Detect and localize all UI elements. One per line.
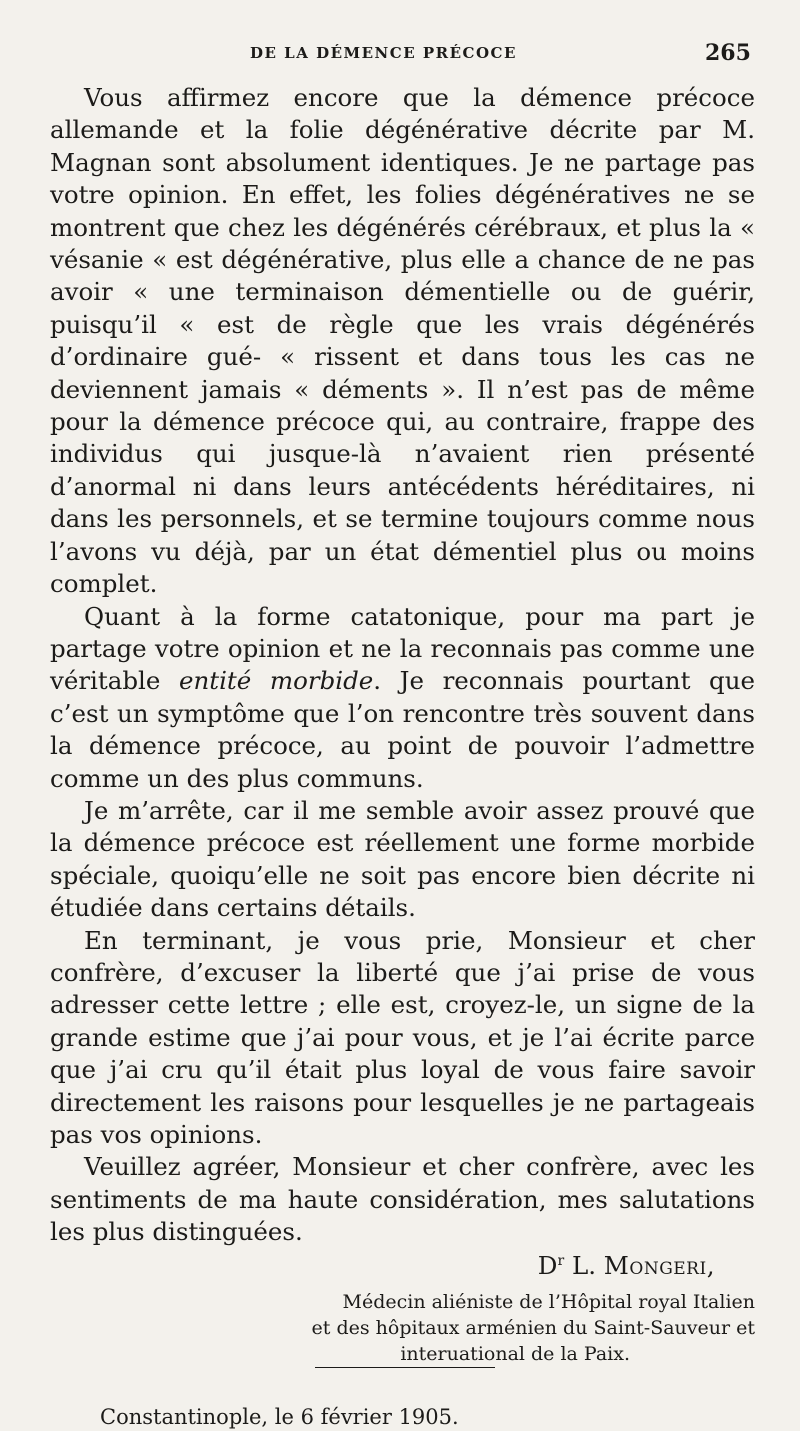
- italic-term: entité morbide: [178, 666, 374, 696]
- place-date: Constantinople, le 6 février 1905.: [100, 1404, 459, 1429]
- signature-name: Mongeri,: [603, 1250, 715, 1280]
- closing-rule: [315, 1367, 495, 1368]
- page-header: [0, 40, 800, 70]
- page-number: 265: [705, 40, 751, 66]
- signature-title: D: [537, 1250, 558, 1280]
- paragraph-conclusion: Je m’arrête, car il me semble avoir assez prouvé que la démence précoce est réellement une forme morbide spéciale, quoiqu’elle ne soit pas encore bien décrite ni étudiée dans certains détails.: [50, 795, 755, 923]
- signature-title-sup: r: [557, 1252, 565, 1269]
- affiliation: [50, 1289, 755, 1367]
- paragraph-closing-apology: En terminant, je vous prie, Monsieur et cher confrère, d’excuser la liberté que j’ai prise de vous adresser cette lettre ; elle est, croyez-le, un signe de la grande estime que j’ai pour vous, et je l’ai écrite parce que j’ai cru qu’il était plus loyal de vous faire savoir directement les raisons pour lesquelles je ne partageais pas vos opinions.: [50, 925, 755, 1149]
- signature-initial: L.: [571, 1250, 604, 1280]
- running-head: DE LA DÉMENCE PRÉCOCE: [250, 44, 517, 62]
- letter-body: [50, 82, 755, 1431]
- affiliation-line-3: interuational de la Paix.: [400, 1342, 630, 1365]
- affiliation-line-2: et des hôpitaux arménien du Saint-Sauveur et: [311, 1316, 755, 1339]
- paragraph-salutation: Veuillez agréer, Monsieur et cher confrère, avec les sentiments de ma haute considération, mes salutations les plus distinguées.: [50, 1152, 755, 1247]
- paragraph-degenerative-madness: Vous affirmez encore que la démence précoce allemande et la folie dégénérative décrite par M. Magnan sont absolument identiques. Je ne partage pas votre opinion. En effet, les folies dégénératives ne se montrent que chez les dégénérés cérébraux, et plus la « vésanie « est dégénérative, plus elle a chance de ne pas avoir « une terminaison démentielle ou de guérir, puisqu’il « est de règle que les vrais dégénérés d’ordinaire gué- « rissent et dans tous les cas ne deviennent jamais « déments ». Il n’est pas de même pour la démence précoce qui, au contraire, frappe des individus qui jusque-là n’avaient rien présenté d’anormal ni dans leurs antécédents héréditaires, ni dans les personnels, et se termine toujours comme nous l’avons vu déjà, par un état démentiel plus ou moins complet.: [50, 83, 755, 599]
- paragraph-catatonic-form: [50, 601, 755, 795]
- paragraph-catatonic-text-after: . Je reconnais pourtant que c’est un symptôme que l’on rencontre très souvent dans la démence précoce, au point de pouvoir l’admettre comme un des plus communs.: [50, 666, 755, 793]
- signature: [50, 1249, 755, 1283]
- paragraph-catatonic-text-before: Quant à la forme catatonique, pour ma part je partage votre opinion et ne la reconnais pas comme une véritable: [50, 601, 755, 696]
- affiliation-line-1: Médecin aliéniste de l’Hôpital royal Italien: [342, 1290, 755, 1313]
